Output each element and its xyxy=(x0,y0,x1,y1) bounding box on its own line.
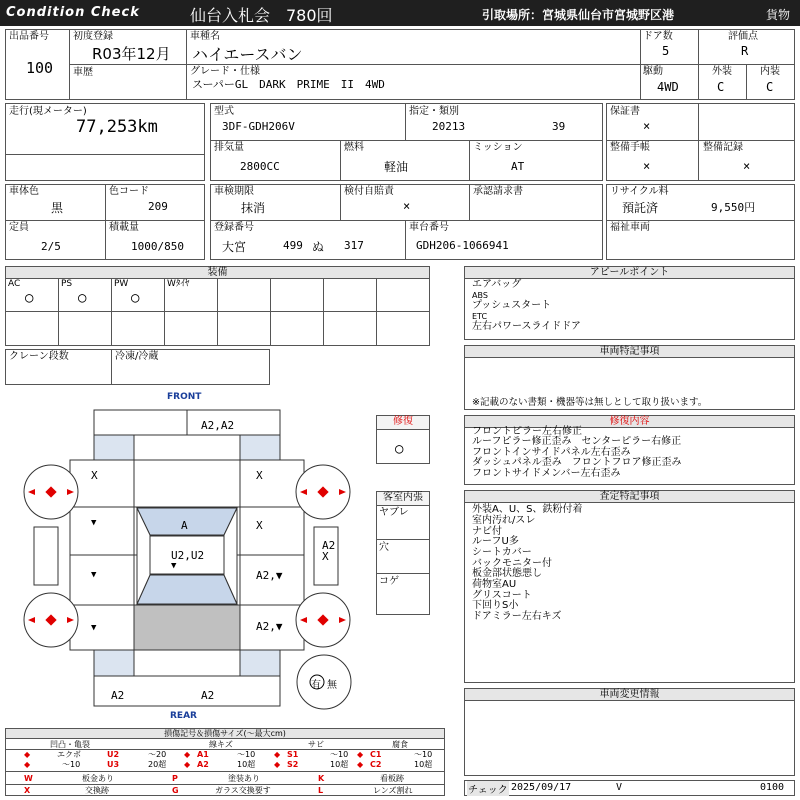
check-mark: V xyxy=(616,782,623,793)
equip-ac-value: ○ xyxy=(25,290,34,306)
check-code: 0100 xyxy=(760,782,785,793)
legend-r1-c1: エクボ xyxy=(57,750,81,759)
color-code-label: 色コード xyxy=(109,186,149,197)
equip-ps-value: ○ xyxy=(78,290,87,306)
legend-r1-c3: 〜20 xyxy=(148,750,167,759)
inspection: 抹消 xyxy=(241,201,266,215)
crane-label: クレーン段数 xyxy=(9,351,69,362)
code-x-text: 交換跡 xyxy=(85,786,109,795)
code-x: X xyxy=(24,786,31,795)
legend-r2-c9: 10超 xyxy=(414,760,433,769)
legend-r1-c8: C1 xyxy=(370,750,382,759)
legend-title: 損傷記号＆損傷サイズ(〜最大cm) xyxy=(6,729,444,739)
vehicle-category: 貨物 xyxy=(766,8,791,22)
displacement: 2800CC xyxy=(240,160,280,173)
name-label: 車種名 xyxy=(190,31,220,42)
notes-text: ※記載のない書類・機器等は無しとして取り扱います。 xyxy=(472,397,708,408)
capacity: 2/5 xyxy=(41,240,61,253)
chassis-label: 車台番号 xyxy=(409,222,449,233)
appeal-line-5: 左右パワースライドドア xyxy=(472,321,581,332)
score-label: 評価点 xyxy=(728,31,758,42)
legend-r1-c7: 〜10 xyxy=(330,750,349,759)
legend-r2-c7: 10超 xyxy=(330,760,349,769)
cabin-burn: コゲ xyxy=(379,576,399,587)
equip-pw-label: PW xyxy=(114,279,129,289)
appeal-line-1: エアバッグ xyxy=(472,279,522,290)
designation-label: 指定・類別 xyxy=(409,106,459,117)
insurance-label: 検付自賠責 xyxy=(344,186,394,197)
color: 黒 xyxy=(51,201,64,215)
legend-r2-c3: 20超 xyxy=(148,760,167,769)
insp-line-8: 荷物室AU xyxy=(472,579,517,590)
mark-front-right: X xyxy=(256,469,263,482)
plate-class: 499 xyxy=(283,239,303,252)
grade-label: グレード・仕様 xyxy=(190,66,260,77)
mileage-label: 走行(現メーター) xyxy=(9,106,87,117)
legend-group-corrosion: 腐食 xyxy=(392,740,408,749)
code-k: K xyxy=(318,774,325,783)
legend-group-scratch: 線キズ xyxy=(209,740,233,749)
freezer-label: 冷凍/冷蔵 xyxy=(115,351,159,362)
mark-bumper-right: A2 xyxy=(201,689,215,702)
mark-dent-left-1: ▼ xyxy=(91,518,97,528)
load: 1000/850 xyxy=(131,240,184,253)
code-w: W xyxy=(24,774,33,783)
code-p-text: 塗装あり xyxy=(228,774,260,783)
warranty-label: 保証書 xyxy=(610,106,640,117)
repair-line-2: ルーフピラー修正歪み センターピラー右修正 xyxy=(472,436,682,447)
appeal-title: アピールポイント xyxy=(465,267,794,279)
mark-top-right: A2,A2 xyxy=(201,419,235,432)
appeal-line-4: ETC xyxy=(472,312,488,321)
mark-roof-dent: ▼ xyxy=(171,561,177,571)
notes-title: 車両特記事項 xyxy=(465,346,794,358)
repair-value: ○ xyxy=(395,441,404,457)
legend-r2-c1: 〜10 xyxy=(62,760,81,769)
manual-label: 整備手帳 xyxy=(610,142,650,153)
ext-label: 外装 xyxy=(712,66,732,77)
grade: スーパーGL DARK PRIME II 4WD xyxy=(192,78,385,91)
doors-label: ドア数 xyxy=(643,31,673,42)
check-date: 2025/09/17 xyxy=(511,782,572,793)
mark-front-door-right: X xyxy=(256,519,263,532)
score: R xyxy=(741,44,749,58)
recycle-amount: 9,550円 xyxy=(711,201,756,214)
changes-frame xyxy=(464,688,795,776)
record: × xyxy=(743,159,751,173)
lot-number: 100 xyxy=(26,59,54,77)
int-label: 内装 xyxy=(760,66,780,77)
appeal-line-3: プッシュスタート xyxy=(472,300,552,311)
code-p: P xyxy=(172,774,178,783)
equip-pw-value: ○ xyxy=(131,290,140,306)
fuel: 軽油 xyxy=(384,160,409,174)
insp-line-7: 板金部状態悪し xyxy=(472,568,542,579)
plate-number: 317 xyxy=(344,239,364,252)
insp-line-11: ドアミラー左右キズ xyxy=(472,611,562,622)
approval-label: 承認請求書 xyxy=(473,186,523,197)
capacity-label: 定員 xyxy=(9,222,29,233)
repair-line-4: ダッシュパネル歪み フロントフロア修正歪み xyxy=(472,457,682,468)
load-label: 積載量 xyxy=(109,222,139,233)
repair-content-title: 修復内容 xyxy=(465,416,794,428)
repair-line-1: フロントピラー左右修正 xyxy=(472,426,582,437)
legend-r1-c6: S1 xyxy=(287,750,299,759)
repair-line-3: フロントインサイドパネル左右歪み xyxy=(472,447,631,458)
pickup-location: 引取場所：宮城県仙台市宮城野区港 xyxy=(482,8,675,22)
mark-dent-left-3: ▼ xyxy=(91,623,97,633)
mileage: 77,253km xyxy=(76,117,158,137)
fuel-label: 燃料 xyxy=(344,142,364,153)
legend-r1-c2: U2 xyxy=(107,750,120,759)
mission: AT xyxy=(511,160,525,173)
first-reg: R03年12月 xyxy=(92,45,171,63)
history-label: 車歴 xyxy=(73,67,93,78)
code-g: G xyxy=(172,786,179,795)
plate-kana: ぬ xyxy=(312,240,325,254)
mark-front-left: X xyxy=(91,469,98,482)
appeal-line-2: ABS xyxy=(472,291,488,300)
displacement-label: 排気量 xyxy=(214,142,244,153)
front-label: FRONT xyxy=(167,392,202,402)
doors: 5 xyxy=(662,44,670,58)
insp-line-6: バックモニター付 xyxy=(472,558,552,569)
insp-line-3: ナビ付 xyxy=(472,526,502,537)
manual: × xyxy=(643,159,651,173)
legend-r1-c9: 〜10 xyxy=(414,750,433,759)
insp-line-5: シートカバー xyxy=(472,547,532,558)
insp-line-4: ルーフU多 xyxy=(472,536,519,547)
repair-line-5: フロントサイドメンバー左右歪み xyxy=(472,468,621,479)
legend-r2-c5: 10超 xyxy=(237,760,256,769)
drive: 4WD xyxy=(657,80,679,94)
code-k-text: 看板跡 xyxy=(380,774,404,783)
model-label: 型式 xyxy=(214,106,234,117)
code-l: L xyxy=(318,786,324,795)
insp-line-1: 外装A、U、S、鉄粉付着 xyxy=(472,504,583,515)
mark-rear-door-right: A2,▼ xyxy=(256,569,283,582)
inspection-label: 車検期限 xyxy=(214,186,254,197)
first-reg-label: 初度登録 xyxy=(73,31,113,42)
lot-label: 出品番号 xyxy=(9,31,49,42)
legend-group-dent: 凹凸・亀裂 xyxy=(50,740,90,749)
cabin-title: 客室内張 xyxy=(377,492,429,506)
header-title: Condition Check xyxy=(6,5,140,20)
code-w-text: 板金あり xyxy=(82,774,114,783)
mission-label: ミッション xyxy=(473,142,523,153)
spare-yes: 有 xyxy=(311,680,321,691)
designation: 20213 xyxy=(432,120,466,133)
legend-r2-c2: U3 xyxy=(107,760,120,769)
legend-group-rust: サビ xyxy=(308,740,324,749)
check-label: チェック xyxy=(467,781,509,796)
code-l-text: レンズ割れ xyxy=(373,786,413,795)
insurance: × xyxy=(403,199,411,213)
plate-area: 大宮 xyxy=(222,240,247,254)
welfare-label: 福祉車両 xyxy=(610,222,650,233)
warranty: × xyxy=(643,119,651,133)
equip-ps-label: PS xyxy=(61,279,73,289)
legend-r2-c6: S2 xyxy=(287,760,299,769)
model: 3DF-GDH206V xyxy=(222,120,295,133)
reg-frame xyxy=(210,184,603,260)
legend-r2-c8: C2 xyxy=(370,760,382,769)
equipment-title: 装備 xyxy=(6,267,429,279)
recycle-status: 預託済 xyxy=(622,201,659,215)
repair-title: 修復 xyxy=(377,416,429,430)
legend-r1-c4: A1 xyxy=(197,750,209,759)
equip-wtire-label: Wﾀｲﾔ xyxy=(167,279,190,289)
vehicle-name: ハイエースバン xyxy=(192,45,303,64)
mark-windshield: A xyxy=(181,519,188,532)
cabin-tear: ヤブレ xyxy=(379,507,409,518)
recycle-label: リサイクル料 xyxy=(610,186,669,197)
chassis-number: GDH206-1066941 xyxy=(416,239,509,252)
mark-dent-left-2: ▼ xyxy=(91,570,97,580)
rear-label: REAR xyxy=(170,711,197,721)
auction-name: 仙台入札会 780回 xyxy=(190,6,333,25)
color-label: 車体色 xyxy=(9,186,39,197)
legend-r1-c5: 〜10 xyxy=(237,750,256,759)
spare-none: 無 xyxy=(327,680,337,691)
int-grade: C xyxy=(766,80,774,94)
record-label: 整備記録 xyxy=(703,142,743,153)
inspection-notes-title: 査定特記事項 xyxy=(465,491,794,503)
insp-line-2: 室内汚れ/スレ xyxy=(472,515,536,526)
mark-right-side: A2 X xyxy=(322,539,336,563)
insp-line-9: グリスコート xyxy=(472,590,532,601)
category-number: 39 xyxy=(552,120,566,133)
ext-grade: C xyxy=(717,80,725,94)
equip-ac-label: AC xyxy=(8,279,21,289)
cabin-hole: 穴 xyxy=(379,542,389,553)
code-g-text: ガラス交換要す xyxy=(215,786,271,795)
mark-bumper-left: A2 xyxy=(111,689,125,702)
legend-r2-c4: A2 xyxy=(197,760,209,769)
color-code: 209 xyxy=(148,200,168,213)
plate-label: 登録番号 xyxy=(214,222,254,233)
mark-rear-right: A2,▼ xyxy=(256,620,283,633)
changes-title: 車両変更情報 xyxy=(465,689,794,701)
drive-label: 駆動 xyxy=(643,66,663,77)
insp-line-10: 下回りS小 xyxy=(472,600,519,611)
mark-roof: U2,U2 xyxy=(171,549,205,562)
